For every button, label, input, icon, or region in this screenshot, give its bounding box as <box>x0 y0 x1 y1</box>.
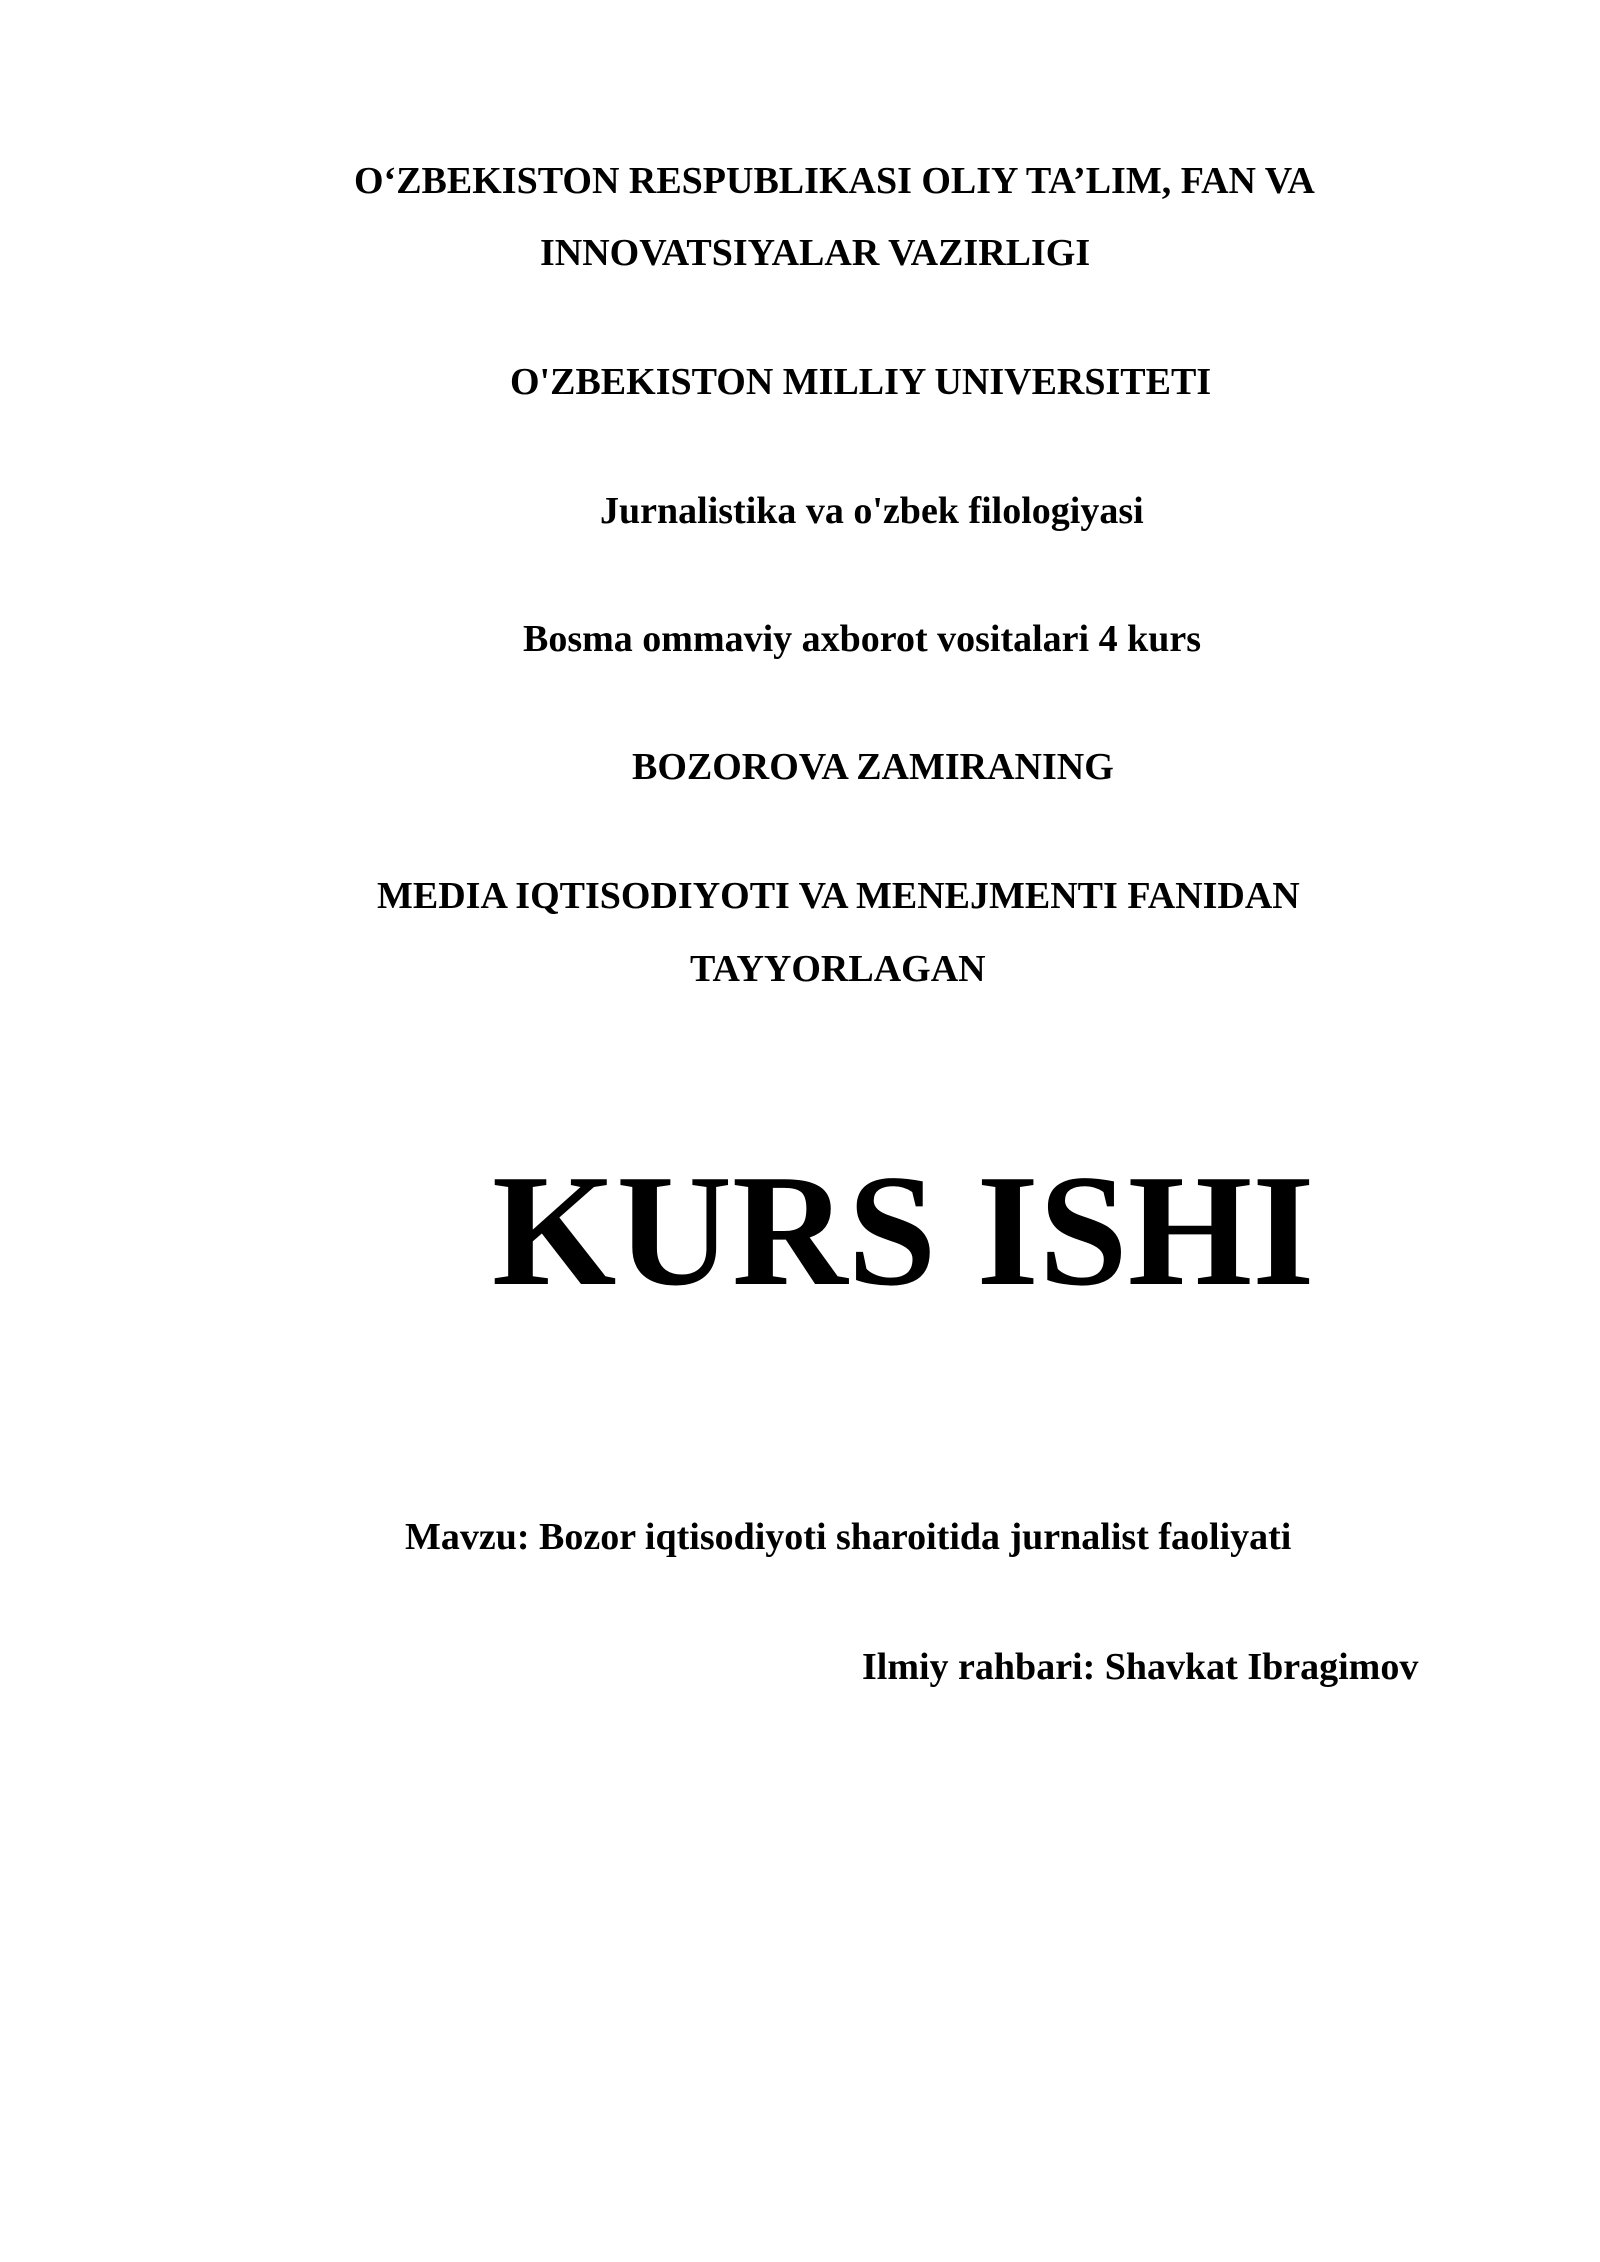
ministry-line-2: INNOVATSIYALAR VAZIRLIGI <box>540 232 1091 274</box>
subject-line-2: TAYYORLAGAN <box>690 948 986 990</box>
document-title: KURS ISHI <box>492 1141 1315 1319</box>
faculty-name: Jurnalistika va o'zbek filologiyasi <box>600 490 1144 532</box>
advisor-line: Ilmiy rahbari: Shavkat Ibragimov <box>862 1646 1419 1688</box>
subject-line-1: MEDIA IQTISODIYOTI VA MENEJMENTI FANIDAN <box>377 875 1300 917</box>
course-name: Bosma ommaviy axborot vositalari 4 kurs <box>523 618 1202 660</box>
topic-line: Mavzu: Bozor iqtisodiyoti sharoitida jurnalist faoliyati <box>405 1516 1292 1558</box>
university-name: O'ZBEKISTON MILLIY UNIVERSITETI <box>510 361 1212 403</box>
student-name: BOZOROVA ZAMIRANING <box>632 746 1114 788</box>
ministry-line-1: O‘ZBEKISTON RESPUBLIKASI OLIY TA’LIM, FAN VA <box>354 160 1315 202</box>
